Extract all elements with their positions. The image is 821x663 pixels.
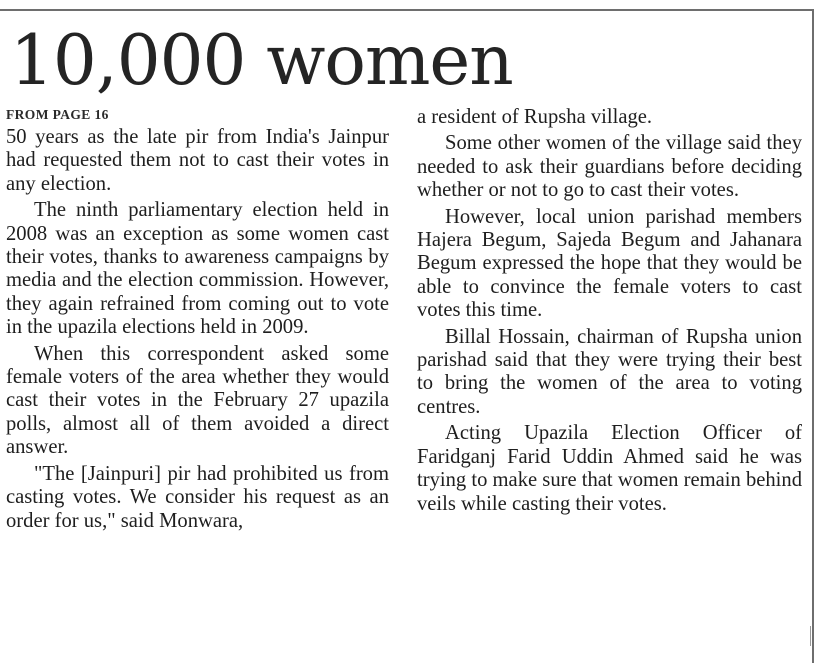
column-rule — [810, 626, 811, 646]
right-column — [417, 106, 802, 519]
paragraph-continued: 50 years as the late pir from India's Jainpur had requested them not to cast their votes in any election. — [6, 126, 389, 195]
paragraph: Acting Upazila Election Officer of Faridganj Farid Uddin Ahmed said he was trying to make sure that women remain behind veils while casting their votes. — [417, 422, 802, 515]
jump-line: FROM PAGE 16 — [6, 107, 109, 122]
left-column — [6, 106, 389, 536]
paragraph: The ninth parliamentary election held in 2008 was an exception as some women cast their votes, thanks to awareness campaigns by media and the election commission. However, they again refrained from coming out to vote in the upazila elections held in 2009. — [6, 199, 389, 339]
paragraph: Billal Hossain, chairman of Rupsha union parishad said that they were trying their best to bring the women of the area to voting centres. — [417, 325, 802, 418]
paragraph: Some other women of the village said they needed to ask their guardians before deciding whether or not to go to cast their votes. — [417, 132, 802, 202]
headline: 10,000 women — [10, 21, 513, 101]
paragraph-continued: a resident of Rupsha village. — [417, 106, 653, 128]
paragraph: "The [Jainpuri] pir had prohibited us from casting votes. We consider his request as an order for us," said Monwara, — [6, 462, 389, 532]
paragraph: When this correspondent asked some female voters of the area whether they would cast their votes in the February 27 upazila polls, almost all of them avoided a direct answer. — [6, 342, 389, 459]
paragraph: However, local union parishad members Hajera Begum, Sajeda Begum and Jahanara Begum expressed the hope that they would be able to convince the female voters to cast votes this time. — [417, 205, 802, 322]
